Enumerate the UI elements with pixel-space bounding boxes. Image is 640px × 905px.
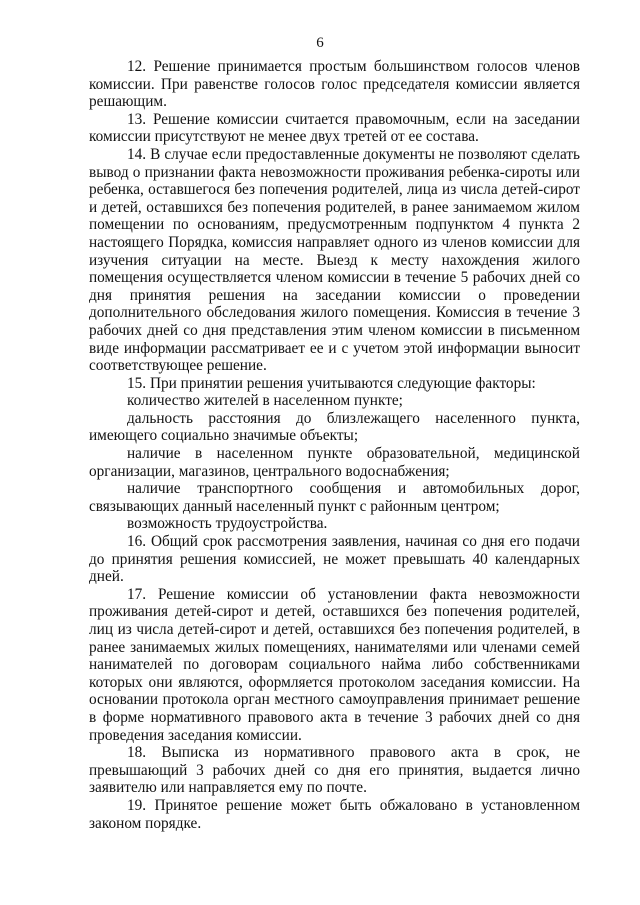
document-body	[89, 58, 580, 832]
paragraph-13: 13. Решение комиссии считается правомочным, если на заседании комиссии присутствуют не менее двух третей от ее состава.	[89, 110, 580, 146]
paragraph-15: 15. При принятии решения учитываются следующие факторы:	[127, 374, 536, 392]
factor-employment: возможность трудоустройства.	[127, 515, 328, 533]
paragraph-14: 14. В случае если предоставленные документы не позволяют сделать вывод о признании факта невозможности проживания ребенка-сироты или ребенка, оставшегося без попечения родителей, лица из числа детей-сирот и детей, оставшихся без попечения родителей, в ранее занимаемом жилом помещении по основаниям, предусмотренным подпунктом 4 пункта 2 настоящего Порядка, комиссия направляет одного из членов комиссии для изучения ситуации на месте. Выезд к месту нахождения жилого помещения осуществляется членом комиссии в течение 5 рабочих дней со дня принятия решения на заседании комиссии о проведении дополнительного обследования жилого помещения. Комиссия в течение 3 рабочих дней со дня представления этим членом комиссии в письменном виде информации рассматривает ее и с учетом этой информации выносит соответствующее решение.	[89, 145, 580, 375]
paragraph-18: 18. Выписка из нормативного правового акта в срок, не превышающий 3 рабочих дней со дня его принятия, выдается лично заявителю или направляется ему по почте.	[89, 744, 580, 797]
factor-distance: дальность расстояния до близлежащего населенного пункта, имеющего социально значимые объекты;	[89, 409, 580, 445]
factor-residents: количество жителей в населенном пункте;	[127, 392, 403, 410]
paragraph-16: 16. Общий срок рассмотрения заявления, начиная со дня его подачи до принятия решения комиссией, не может превышать 40 календарных дней.	[89, 533, 580, 586]
paragraph-17: 17. Решение комиссии об установлении факта невозможности проживания детей-сирот и детей, оставшихся без попечения родителей, лиц из числа детей-сирот и детей, оставшихся без попечения родителей, в ранее занимаемых жилых помещениях, нанимателями или членами семей нанимателей по договорам социального найма либо собственниками которых они являются, оформляется протоколом заседания комиссии. На основании протокола орган местного самоуправления принимает решение в форме нормативного правового акта в течение 3 рабочих дней со дня проведения заседания комиссии.	[89, 585, 580, 744]
factor-transport: наличие транспортного сообщения и автомобильных дорог, связывающих данный населенный пункт с районным центром;	[89, 480, 580, 515]
paragraph-12: 12. Решение принимается простым большинством голосов членов комиссии. При равенстве голосов голос председателя комиссии является решающим.	[89, 58, 580, 111]
page-number: 6	[316, 35, 324, 51]
paragraph-19: 19. Принятое решение может быть обжаловано в установленном законом порядке.	[89, 796, 580, 832]
factor-facilities: наличие в населенном пункте образовательной, медицинской организации, магазинов, центрального водоснабжения;	[89, 445, 580, 480]
